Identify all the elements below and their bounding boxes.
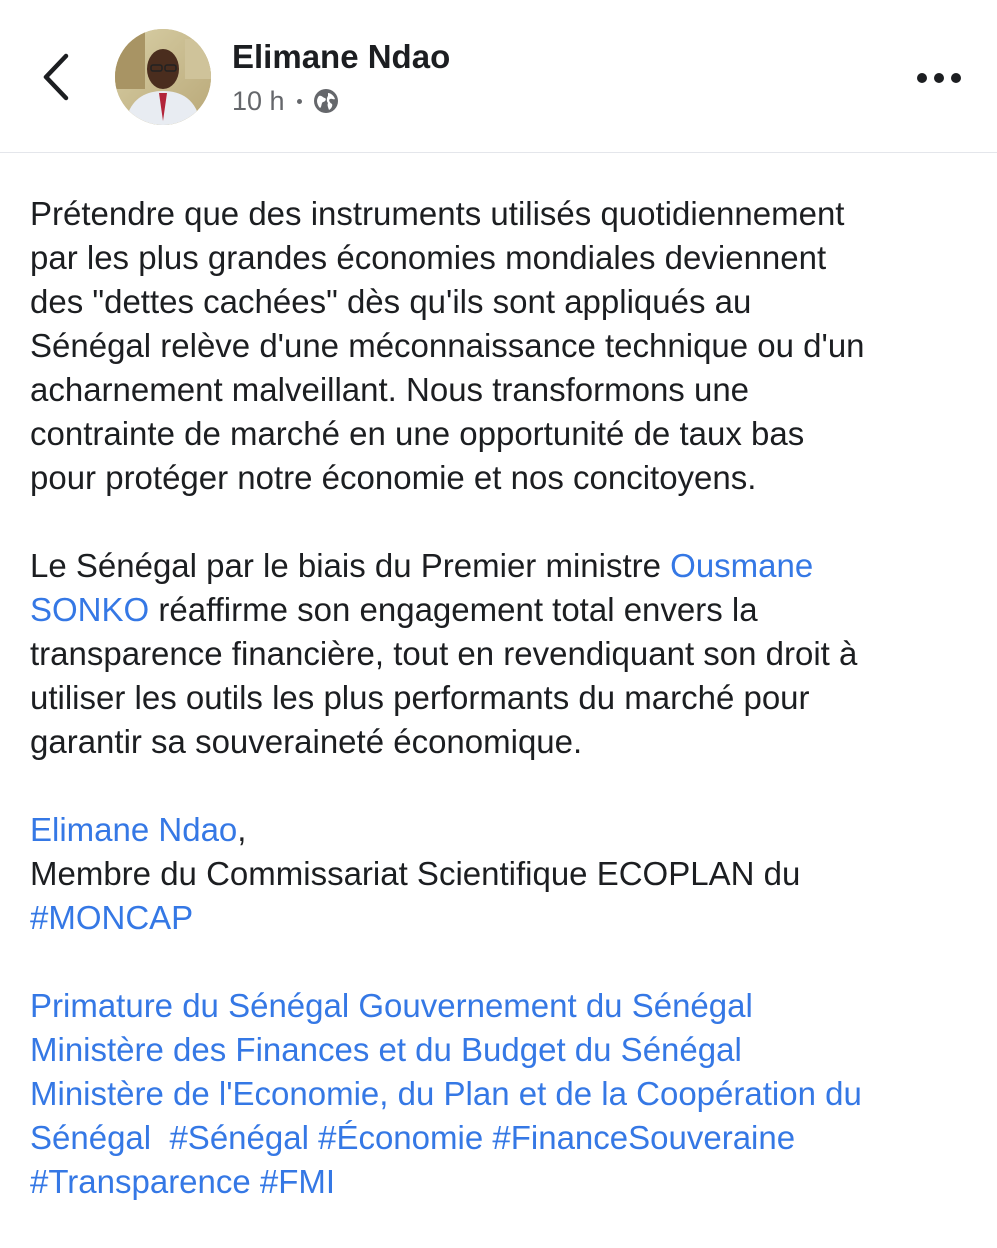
avatar[interactable] [115, 29, 211, 125]
text-line: acharnement malveillant. Nous transformons une [30, 371, 750, 408]
post-header [0, 0, 997, 153]
mention-ministere-economie-cont[interactable]: Sénégal [30, 1119, 152, 1156]
text-line: par les plus grandes économies mondiales deviennent [30, 239, 827, 276]
globe-icon[interactable] [313, 88, 339, 114]
chevron-left-icon [30, 44, 86, 108]
post-body [30, 192, 975, 1248]
text-line [30, 808, 975, 852]
text-line [30, 588, 975, 632]
hashtag-economie[interactable]: #Économie [318, 1119, 484, 1156]
text-line [30, 544, 975, 588]
ellipsis-icon [908, 60, 970, 96]
text-line [30, 1072, 975, 1116]
more-options-button[interactable] [908, 60, 970, 96]
hashtag-senegal[interactable]: #Sénégal [169, 1119, 309, 1156]
text-line: Sénégal relève d'une méconnaissance technique ou d'un [30, 327, 865, 364]
text-line: Prétendre que des instruments utilisés quotidiennement [30, 195, 845, 232]
mention-ministere-economie[interactable]: Ministère de l'Economie, du Plan et de la Coopération du [30, 1075, 862, 1112]
post-signature [30, 808, 975, 940]
mention-primature[interactable]: Primature du Sénégal [30, 987, 350, 1024]
text-line [30, 1028, 975, 1072]
text-line: des "dettes cachées" dès qu'ils sont appliqués au [30, 283, 752, 320]
post-time[interactable]: 10 h [232, 85, 285, 116]
hashtag-fmi[interactable]: #FMI [259, 1163, 336, 1200]
hashtag-moncap[interactable]: #MONCAP [30, 899, 194, 936]
text-line: transparence financière, tout en revendiquant son droit à [30, 635, 858, 672]
text-line [30, 1116, 975, 1160]
text-line [30, 1160, 975, 1204]
hashtag-transparence[interactable]: #Transparence [30, 1163, 251, 1200]
mention-ousmane-sonko[interactable]: Ousmane [670, 547, 814, 584]
text-line: pour protéger notre économie et nos concitoyens. [30, 459, 757, 496]
text-segment: Le Sénégal par le biais du Premier ministre [30, 547, 671, 584]
post-tags [30, 984, 975, 1204]
avatar-photo [115, 29, 211, 125]
text-line: Membre du Commissariat Scientifique ECOPLAN du [30, 855, 801, 892]
text-line: garantir sa souveraineté économique. [30, 723, 583, 760]
hashtag-finance-souveraine[interactable]: #FinanceSouveraine [492, 1119, 796, 1156]
mention-elimane-ndao[interactable]: Elimane Ndao [30, 811, 238, 848]
post-paragraph-1 [30, 192, 975, 500]
post-paragraph-2 [30, 544, 975, 764]
text-line: contrainte de marché en une opportunité de taux bas [30, 415, 805, 452]
post-meta [232, 85, 339, 117]
author-name[interactable]: Elimane Ndao [232, 38, 451, 75]
text-line [30, 984, 975, 1028]
back-button[interactable] [30, 44, 86, 108]
separator-dot [297, 99, 302, 104]
text-segment: , [237, 811, 247, 848]
mention-ousmane-sonko-cont[interactable]: SONKO [30, 591, 150, 628]
text-line [30, 896, 975, 940]
text-line: utiliser les outils les plus performants du marché pour [30, 679, 810, 716]
mention-ministere-finances[interactable]: Ministère des Finances et du Budget du Sénégal [30, 1031, 742, 1068]
mention-gouvernement[interactable]: Gouvernement du Sénégal [358, 987, 753, 1024]
text-segment: réaffirme son engagement total envers la [149, 591, 758, 628]
